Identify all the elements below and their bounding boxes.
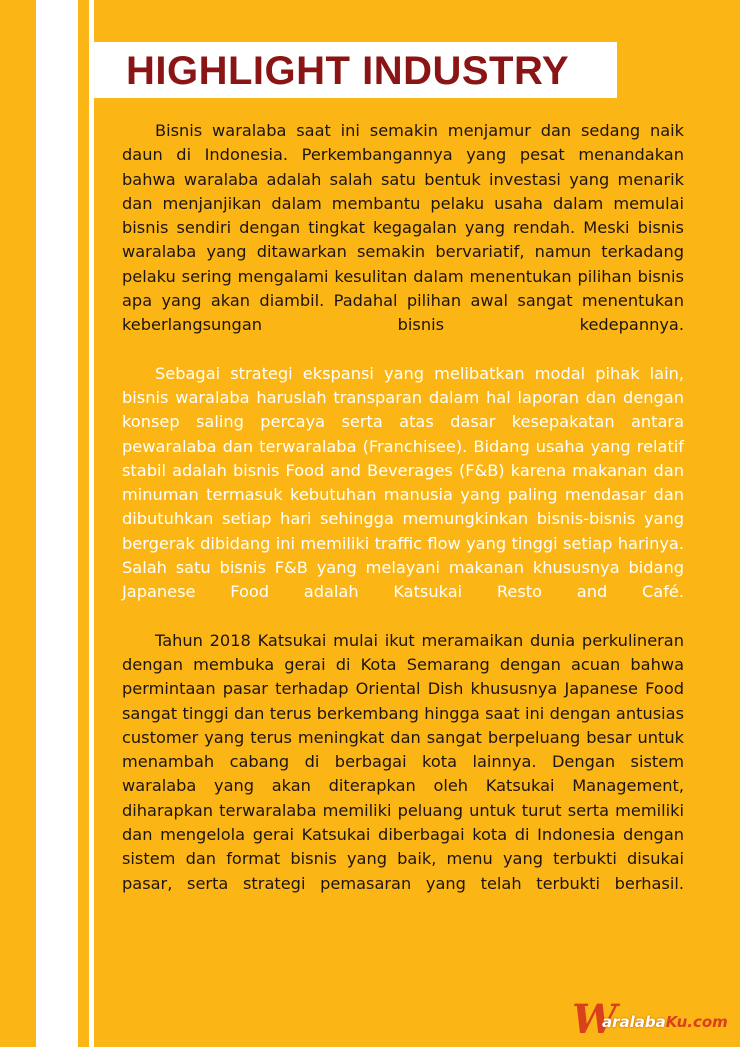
article-body — [122, 119, 684, 896]
watermark-initial: W — [572, 996, 617, 1043]
watermark-accent: Ku.com — [665, 1013, 728, 1031]
paragraph-katsukai: Tahun 2018 Katsukai mulai ikut meramaikan dunia perkulineran dengan membuka gerai di Kota Semarang dengan acuan bahwa permintaan pasar terhadap Oriental Dish khususnya Japanese Food sangat tinggi dan terus berkembang hingga saat ini dengan antusias customer yang terus meningkat dan sangat berpeluang besar untuk menambah cabang di berbagai kota lainnya. Dengan sistem waralaba yang akan diterapkan oleh Katsukai Management, diharapkan terwaralaba memiliki peluang untuk turut serta memiliki dan mengelola gerai Katsukai diberbagai kota di Indonesia dengan sistem dan format bisnis yang baik, menu yang terbukti disukai pasar, serta strategi pemasaran yang telah terbukti berhasil. — [122, 630, 684, 893]
paragraph-strategy: Sebagai strategi ekspansi yang melibatkan modal pihak lain, bisnis waralaba haruslah transparan dalam hal laporan dan dengan konsep saling percaya serta atas dasar kesepakatan antara pewaralaba dan terwaralaba (Franchisee). Bidang usaha yang relatif stabil adalah bisnis Food and Beverages (F&B) karena makanan dan minuman termasuk kebutuhan manusia yang paling mendasar dan dibutuhkan setiap hari sehingga memungkinkan bisnis-bisnis yang bergerak dibidang ini memiliki traffic flow yang tinggi setiap harinya. Salah satu bisnis F&B yang melayani makanan khususnya bidang Japanese Food adalah Katsukai Resto and Café. — [122, 363, 684, 602]
watermark-text — [602, 1013, 728, 1031]
watermark-logo — [572, 996, 738, 1043]
decorative-stripe-wide — [36, 0, 78, 1047]
watermark-main: aralaba — [602, 1013, 666, 1031]
paragraph-intro: Bisnis waralaba saat ini semakin menjamur dan sedang naik daun di Indonesia. Perkembangannya yang pesat menandakan bahwa waralaba adalah salah satu bentuk investasi yang menarik dan menjanjikan dalam membantu pelaku usaha dalam memulai bisnis sendiri dengan tingkat kegagalan yang rendah. Meski bisnis waralaba yang ditawarkan semakin bervariatif, namun terkadang pelaku sering mengalami kesulitan dalam menentukan pilihan bisnis apa yang akan diambil. Padahal pilihan awal sangat menentukan keberlangsungan bisnis kedepannya. — [122, 121, 684, 335]
page-title: HIGHLIGHT INDUSTRY — [126, 49, 570, 93]
decorative-stripe-thin — [89, 0, 94, 1047]
